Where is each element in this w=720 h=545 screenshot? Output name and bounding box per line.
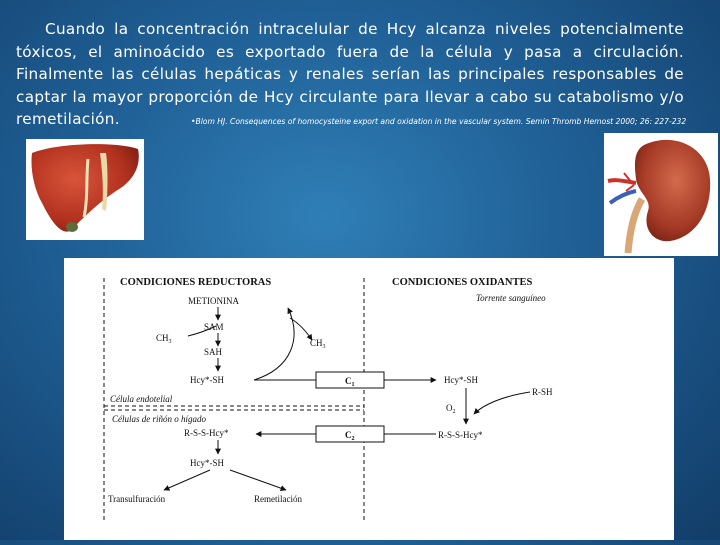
metionina-label: METIONINA xyxy=(188,296,239,306)
left-header: CONDICIONES REDUCTORAS xyxy=(120,277,272,288)
rss-hcy-right-label: R-S-S-Hcy* xyxy=(438,430,483,440)
kidney-image xyxy=(604,133,718,256)
liver-image xyxy=(26,139,144,240)
body-paragraph: Cuando la concentración intracelular de Hcy alcanza niveles potencialmente tóxicos, el aminoácido es exportado fuera de la célula y pasa a circulación. Finalmente las células hepáticas y renales serían las principales responsables de captar la mayor proporción de Hcy circulante para llevar a cabo su catabolismo y/o remetilación. xyxy=(16,20,684,128)
right-header: CONDICIONES OXIDANTES xyxy=(392,277,533,288)
remetilacion-label: Remetilación xyxy=(254,494,302,504)
hcy-sh-bottom-label: Hcy*-SH xyxy=(190,458,224,468)
homocysteine-diagram xyxy=(64,258,674,540)
ch3-right-label: $CH_3$ xyxy=(310,338,326,350)
ch3-left-label: $CH_3$ xyxy=(156,333,172,345)
citation: •Blom HJ. Consequences of homocysteine export and oxidation in the vascular system. Semin Thromb Hemost 2000; 26: 227-232 xyxy=(191,117,687,126)
celulas-rinon-label: Células de riñón o hígado xyxy=(112,414,206,424)
torrente-label: Torrente sanguíneo xyxy=(476,293,546,303)
transulfuracion-label: Transulfuración xyxy=(108,494,166,504)
hcy-sh-right-label: Hcy*-SH xyxy=(444,375,478,385)
celula-endotelial-label: Célula endotelial xyxy=(110,394,173,404)
r-sh-label: R-SH xyxy=(532,387,553,397)
sam-label: SAM xyxy=(204,322,224,332)
c2-label: $C_2$ xyxy=(345,430,355,442)
o2-label: $O_2$ xyxy=(446,403,456,415)
hcy-sh-top-label: Hcy*-SH xyxy=(190,375,224,385)
sah-label: SAH xyxy=(204,347,223,357)
c1-label: $C_1$ xyxy=(345,376,355,388)
rss-hcy-left-label: R-S-S-Hcy* xyxy=(184,428,229,438)
